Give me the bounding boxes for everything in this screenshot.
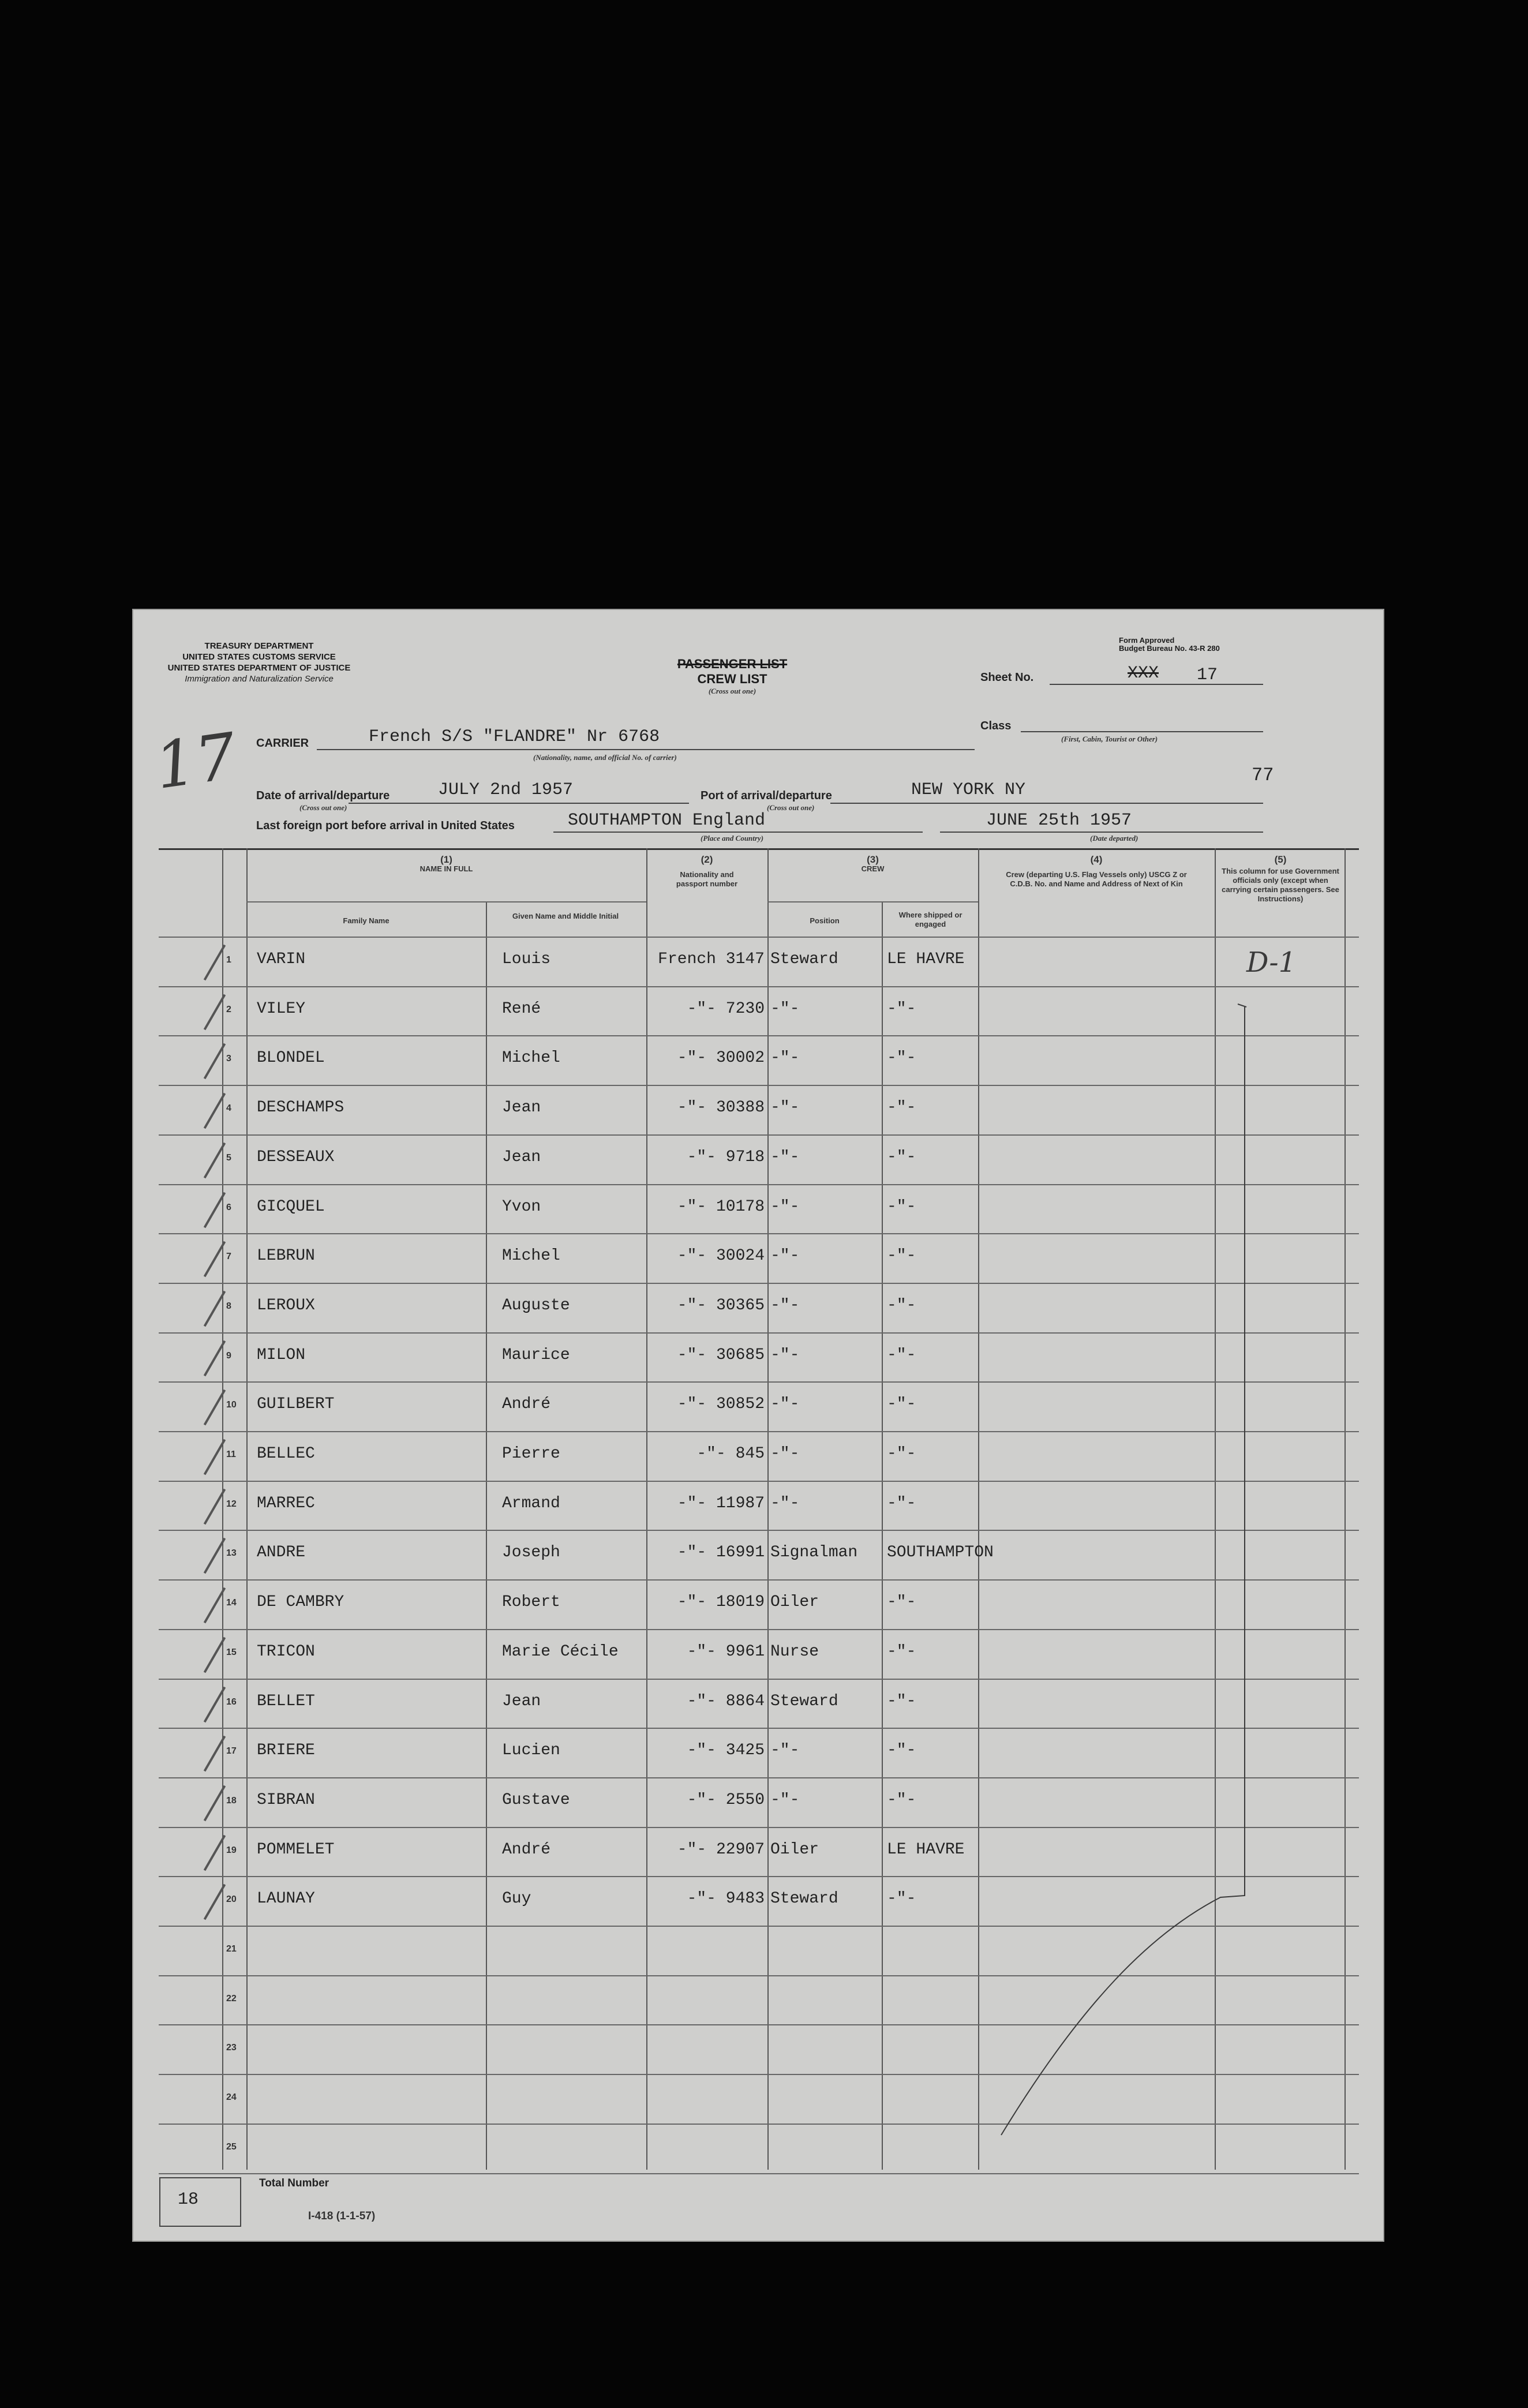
nationality-passport-cell: -"- 7230 xyxy=(687,999,765,1018)
where-header: Where shipped or engaged xyxy=(898,911,963,928)
carrier-underline xyxy=(317,749,975,750)
given-name-cell: André xyxy=(502,1395,551,1414)
given-name-cell: Michel xyxy=(502,1049,560,1068)
row-number: 22 xyxy=(226,1993,237,2003)
family-name-header: Family Name xyxy=(343,916,390,925)
arrival-date-underline xyxy=(349,803,689,804)
given-name-cell: Gustave xyxy=(502,1791,570,1809)
total-box xyxy=(159,2177,241,2227)
form-approved-line-2: Budget Bureau No. 43-R 280 xyxy=(1119,644,1220,653)
last-port-note: (Place and Country) xyxy=(701,834,764,842)
last-port-underline xyxy=(553,832,923,833)
family-name-cell: TRICON xyxy=(257,1642,315,1661)
given-name-header: Given Name and Middle Initial xyxy=(512,912,619,920)
arrival-date-note: (Cross out one) xyxy=(299,803,347,812)
col5-header xyxy=(1219,855,1342,904)
where-engaged-cell: -"- xyxy=(887,1296,916,1315)
where-engaged-cell: -"- xyxy=(887,1099,916,1117)
where-engaged-cell: -"- xyxy=(887,1593,916,1612)
position-cell: Steward xyxy=(770,1692,838,1710)
nationality-passport-cell: -"- 30365 xyxy=(677,1296,765,1315)
position-cell: -"- xyxy=(770,999,800,1018)
where-engaged-cell: -"- xyxy=(887,1148,916,1166)
vline-position-where xyxy=(882,901,883,2170)
nationality-passport-cell: -"- 10178 xyxy=(677,1197,765,1216)
where-engaged-cell: -"- xyxy=(887,1494,916,1512)
col3-title: CREW xyxy=(861,864,885,873)
col1-number: (1) xyxy=(440,854,452,865)
nationality-passport-cell: -"- 3425 xyxy=(687,1742,765,1760)
family-name-cell: VARIN xyxy=(257,950,306,968)
nationality-passport-cell: -"- 16991 xyxy=(677,1544,765,1562)
col2-header xyxy=(666,855,747,889)
given-name-cell: Guy xyxy=(502,1890,531,1908)
family-name-cell: BELLEC xyxy=(257,1445,315,1463)
agency-header xyxy=(149,641,369,684)
position-cell: -"- xyxy=(770,1197,800,1216)
agency-line-3: UNITED STATES DEPARTMENT OF JUSTICE xyxy=(167,663,351,673)
nationality-passport-cell: -"- 2550 xyxy=(687,1791,765,1809)
carrier-note: (Nationality, name, and official No. of carrier) xyxy=(533,753,677,762)
class-underline xyxy=(1021,731,1263,732)
position-header: Position xyxy=(810,916,840,925)
port-underline xyxy=(830,803,1263,804)
form-approved xyxy=(1119,636,1220,653)
agency-line-2: UNITED STATES CUSTOMS SERVICE xyxy=(182,652,336,662)
position-cell: -"- xyxy=(770,1346,800,1364)
c3-sub-line xyxy=(767,901,978,902)
position-cell: -"- xyxy=(770,1296,800,1315)
row-number: 9 xyxy=(226,1350,231,1361)
form-number: I-418 (1-1-57) xyxy=(308,2210,376,2222)
position-cell: Steward xyxy=(770,1890,838,1908)
row-number: 1 xyxy=(226,955,231,965)
given-name-cell: Jean xyxy=(502,1148,541,1166)
position-cell: Steward xyxy=(770,950,838,968)
where-engaged-cell: -"- xyxy=(887,1742,916,1760)
row-number: 12 xyxy=(226,1499,237,1509)
col3-number: (3) xyxy=(867,854,879,865)
arrival-date-value: JULY 2nd 1957 xyxy=(438,780,574,800)
row-number: 19 xyxy=(226,1845,237,1855)
nationality-passport-cell: -"- 30852 xyxy=(677,1395,765,1414)
departed-value: JUNE 25th 1957 xyxy=(986,811,1132,830)
family-name-cell: BELLET xyxy=(257,1692,315,1710)
nationality-passport-cell: -"- 11987 xyxy=(677,1494,765,1512)
row-number: 20 xyxy=(226,1894,237,1905)
col3-header xyxy=(767,855,978,874)
row-number: 2 xyxy=(226,1004,231,1014)
family-name-cell: LEBRUN xyxy=(257,1247,315,1265)
arrival-date-label: Date of arrival/departure xyxy=(256,789,390,802)
nationality-passport-cell: -"- 8864 xyxy=(687,1692,765,1710)
where-engaged-cell: -"- xyxy=(887,1445,916,1463)
row-number: 13 xyxy=(226,1548,237,1559)
given-name-cell: René xyxy=(502,999,541,1018)
given-name-cell: Joseph xyxy=(502,1544,560,1562)
position-cell: Nurse xyxy=(770,1642,819,1661)
crew-list-form xyxy=(132,609,1384,2242)
family-name-cell: MARREC xyxy=(257,1494,315,1512)
nationality-passport-cell: -"- 22907 xyxy=(677,1840,765,1859)
handwritten-sheet-mark: 17 xyxy=(150,718,241,804)
row-number: 18 xyxy=(226,1795,237,1806)
row-number: 11 xyxy=(226,1450,236,1459)
given-name-cell: Robert xyxy=(502,1593,560,1612)
nationality-passport-cell: -"- 30685 xyxy=(677,1346,765,1364)
family-name-cell: MILON xyxy=(257,1346,306,1364)
family-name-cell: POMMELET xyxy=(257,1840,335,1859)
c1-sub-line xyxy=(246,901,646,902)
class-label: Class xyxy=(980,720,1012,732)
total-value: 18 xyxy=(178,2190,199,2209)
where-engaged-cell: -"- xyxy=(887,1346,916,1364)
nationality-passport-cell: -"- 9961 xyxy=(687,1642,765,1661)
row-number: 21 xyxy=(226,1944,237,1954)
row-number: 17 xyxy=(226,1746,237,1757)
nationality-passport-cell: -"- 18019 xyxy=(677,1593,765,1612)
where-engaged-cell: -"- xyxy=(887,1890,916,1908)
form-approved-line-1: Form Approved xyxy=(1119,636,1175,645)
given-name-cell: Pierre xyxy=(502,1445,560,1463)
position-cell: -"- xyxy=(770,1494,800,1512)
family-name-cell: DE CAMBRY xyxy=(257,1593,344,1612)
port-label: Port of arrival/departure xyxy=(701,789,832,802)
row-number: 7 xyxy=(226,1252,231,1262)
col5-number: (5) xyxy=(1274,854,1287,865)
position-cell: -"- xyxy=(770,1148,800,1166)
col5-mark: D-1 xyxy=(1246,946,1297,979)
row-number: 8 xyxy=(226,1301,231,1311)
given-name-cell: Auguste xyxy=(502,1296,570,1315)
position-cell: Oiler xyxy=(770,1840,819,1859)
row-number: 6 xyxy=(226,1202,231,1212)
agency-line-4: Immigration and Naturalization Service xyxy=(185,674,334,684)
last-port-label: Last foreign port before arrival in United States xyxy=(256,819,515,832)
nationality-passport-cell: -"- 30388 xyxy=(677,1099,765,1117)
departed-note: (Date departed) xyxy=(1090,834,1138,842)
vline-c2-c3 xyxy=(767,848,769,2170)
where-engaged-cell: -"- xyxy=(887,1791,916,1809)
where-engaged-cell: -"- xyxy=(887,1049,916,1068)
given-name-cell: Jean xyxy=(502,1099,541,1117)
row-number: 23 xyxy=(226,2043,237,2053)
nationality-passport-cell: -"- 845 xyxy=(696,1445,765,1463)
position-cell: -"- xyxy=(770,1049,800,1068)
family-name-cell: BRIERE xyxy=(257,1742,315,1760)
family-name-cell: DESCHAMPS xyxy=(257,1099,344,1117)
row-number: 16 xyxy=(226,1697,237,1707)
row-number: 3 xyxy=(226,1054,231,1064)
cross-out-note: (Cross out one) xyxy=(708,687,756,695)
position-cell: Signalman xyxy=(770,1544,858,1562)
col2-number: (2) xyxy=(701,854,713,865)
row-number: 24 xyxy=(226,2092,237,2103)
given-name-cell: Marie Cécile xyxy=(502,1642,619,1661)
crew-list-title: CREW LIST xyxy=(697,672,767,686)
row-number: 5 xyxy=(226,1152,231,1163)
family-name-cell: VILEY xyxy=(257,999,306,1018)
last-port-value: SOUTHAMPTON England xyxy=(568,811,766,830)
row-number: 4 xyxy=(226,1103,231,1114)
given-name-cell: André xyxy=(502,1840,551,1859)
sheet-label: Sheet No. xyxy=(980,671,1034,684)
col4-number: (4) xyxy=(1090,854,1103,865)
given-name-cell: Armand xyxy=(502,1494,560,1512)
family-name-cell: SIBRAN xyxy=(257,1791,315,1809)
given-name-cell: Yvon xyxy=(502,1197,541,1216)
family-name-cell: BLONDEL xyxy=(257,1049,325,1068)
family-name-cell: GICQUEL xyxy=(257,1197,325,1216)
given-name-cell: Michel xyxy=(502,1247,560,1265)
row-divider xyxy=(159,937,1359,938)
vline-family-given xyxy=(486,901,487,2170)
position-cell: Oiler xyxy=(770,1593,819,1612)
where-engaged-cell: -"- xyxy=(887,1395,916,1414)
form-title xyxy=(646,657,819,696)
where-engaged-cell: -"- xyxy=(887,1692,916,1710)
where-engaged-cell: -"- xyxy=(887,1247,916,1265)
nationality-passport-cell: -"- 9483 xyxy=(687,1890,765,1908)
page-mark: 77 xyxy=(1252,765,1274,786)
departed-underline xyxy=(940,832,1263,833)
family-name-cell: LAUNAY xyxy=(257,1890,315,1908)
row-number: 15 xyxy=(226,1647,237,1657)
given-name-cell: Jean xyxy=(502,1692,541,1710)
nationality-passport-cell: -"- 9718 xyxy=(687,1148,765,1166)
where-engaged-cell: LE HAVRE xyxy=(887,950,965,968)
row-number: 10 xyxy=(226,1400,237,1410)
nationality-passport-cell: -"- 30024 xyxy=(677,1247,765,1265)
crew-table xyxy=(159,848,1359,2181)
port-value: NEW YORK NY xyxy=(911,780,1026,800)
col1-header xyxy=(246,855,646,874)
position-cell: -"- xyxy=(770,1445,800,1463)
row-number: 14 xyxy=(226,1598,237,1608)
agency-line-1: TREASURY DEPARTMENT xyxy=(204,641,314,651)
given-name-cell: Louis xyxy=(502,950,551,968)
position-cell: -"- xyxy=(770,1099,800,1117)
family-name-cell: GUILBERT xyxy=(257,1395,335,1414)
sheet-underline xyxy=(1050,684,1263,685)
where-engaged-cell: LE HAVRE xyxy=(887,1840,965,1859)
col4-header xyxy=(995,855,1197,889)
where-engaged-cell: -"- xyxy=(887,999,916,1018)
sheet-number: 17 xyxy=(1197,665,1218,685)
row-number: 25 xyxy=(226,2141,237,2152)
position-cell: -"- xyxy=(770,1791,800,1809)
table-bottom-border xyxy=(159,2173,1359,2174)
family-name-cell: LEROUX xyxy=(257,1296,315,1315)
passenger-list-title: PASSENGER LIST xyxy=(677,657,788,671)
col5-bracket-line xyxy=(967,952,1359,2170)
carrier-label: CARRIER xyxy=(256,737,309,750)
where-engaged-cell: SOUTHAMPTON xyxy=(887,1544,994,1562)
given-name-cell: Lucien xyxy=(502,1742,560,1760)
table-top-border xyxy=(159,848,1359,850)
nationality-passport-cell: French 3147 xyxy=(658,950,765,968)
carrier-value: French S/S "FLANDRE" Nr 6768 xyxy=(369,727,660,747)
col5-title: This column for use Government officials only (except when carrying certain passengers. See Instructions) xyxy=(1222,867,1339,903)
sheet-struck: XXX xyxy=(1128,664,1159,683)
col4-title: Crew (departing U.S. Flag Vessels only) USCG Z or C.D.B. No. and Name and Address of Next of Kin xyxy=(1006,870,1187,888)
where-engaged-cell: -"- xyxy=(887,1197,916,1216)
class-note: (First, Cabin, Tourist or Other) xyxy=(1061,735,1158,743)
family-name-cell: ANDRE xyxy=(257,1544,306,1562)
family-name-cell: DESSEAUX xyxy=(257,1148,335,1166)
given-name-cell: Maurice xyxy=(502,1346,570,1364)
col2-title: Nationality and passport number xyxy=(676,870,738,888)
col1-title: NAME IN FULL xyxy=(420,864,473,873)
position-cell: -"- xyxy=(770,1247,800,1265)
vline-c1-c2 xyxy=(646,848,647,2170)
vline-left xyxy=(246,848,248,2170)
total-label: Total Number xyxy=(259,2177,329,2189)
port-note: (Cross out one) xyxy=(767,803,815,812)
where-engaged-cell: -"- xyxy=(887,1642,916,1661)
position-cell: -"- xyxy=(770,1395,800,1414)
nationality-passport-cell: -"- 30002 xyxy=(677,1049,765,1068)
position-cell: -"- xyxy=(770,1742,800,1760)
